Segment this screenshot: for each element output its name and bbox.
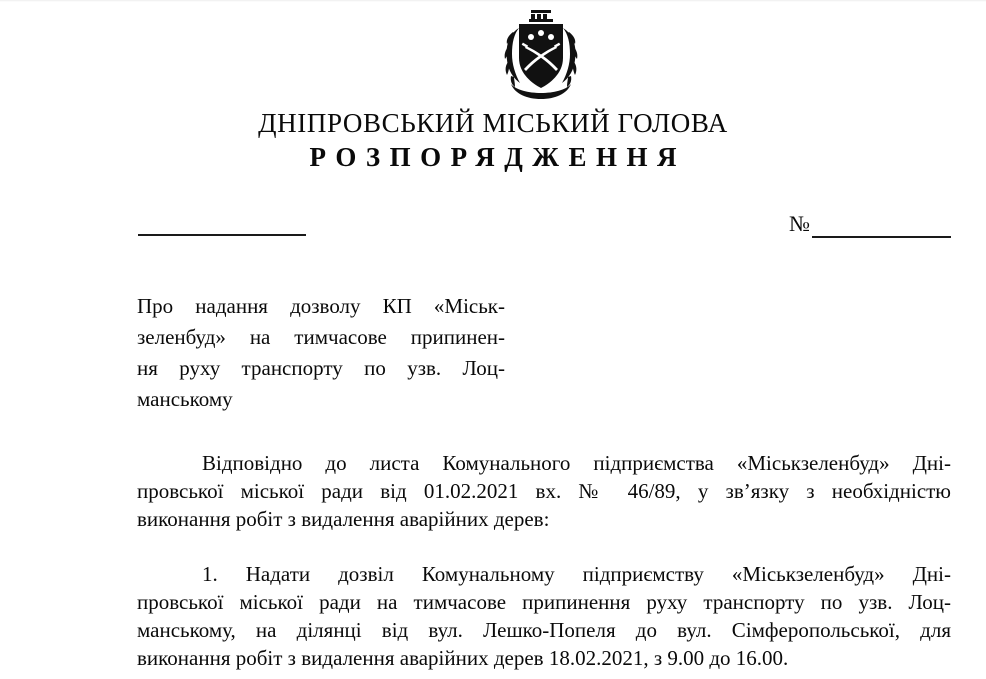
document-authority-title: ДНІПРОВСЬКИЙ МІСЬКИЙ ГОЛОВА [258, 108, 728, 138]
paragraph-line: виконання робіт з видалення аварійних дерев 18.02.2021, з 9.00 до 16.00. [137, 646, 789, 670]
paragraph-line: манському, на ділянці від вул. Лешко-Попеля до вул. Сімферопольської, для [137, 618, 951, 642]
document-number-field [789, 213, 810, 239]
paragraph-line: провської міської ради від 01.02.2021 вх. № 46/89, у зв’язку з необхідністю [137, 479, 951, 503]
dnipro-city-coat-of-arms-icon [497, 6, 585, 101]
document-number-rule[interactable] [812, 236, 951, 238]
paragraph-line: виконання робіт з видалення аварійних дерев: [137, 507, 550, 531]
page-top-edge [0, 0, 986, 2]
paragraph-line: провської міської ради на тимчасове припинення руху транспорту по узв. Лоц- [137, 590, 951, 614]
document-type-title: РОЗПОРЯДЖЕННЯ [309, 142, 687, 172]
subject-line: Про надання дозволу КП «Міськ- [137, 294, 505, 318]
date-field-rule[interactable] [138, 234, 306, 236]
subject-line: зеленбуд» на тимчасове припинен- [137, 325, 505, 349]
paragraph-line: Відповідно до листа Комунального підприємства «Міськзеленбуд» Дні- [202, 451, 951, 475]
paragraph-item-1 [137, 560, 951, 672]
subject-line: ня руху транспорту по узв. Лоц- [137, 356, 505, 380]
paragraph-basis [137, 449, 951, 533]
subject-line: манському [137, 387, 233, 411]
document-subject-block [137, 291, 505, 415]
number-sign-symbol: № [789, 211, 810, 236]
paragraph-line: 1. Надати дозвіл Комунальному підприємству «Міськзеленбуд» Дні- [202, 562, 951, 586]
